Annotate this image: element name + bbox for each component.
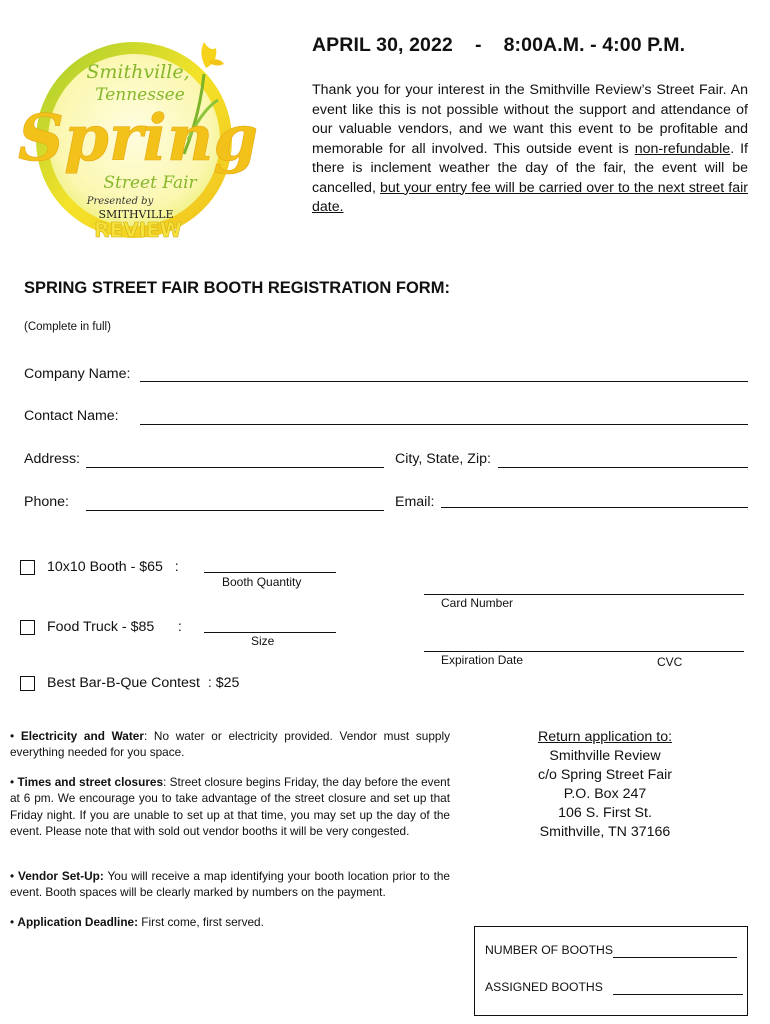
- phone-label: Phone:: [24, 494, 69, 510]
- info-times-text: : Street closure begins Friday, the day before the event at 6 pm. We encourage you to take advantage of the street closure and set up that Friday night. If you are unable to set up at that time, you may set up the day of the event. Please note that with sold out vendor booths it will be very congested.: [10, 775, 450, 839]
- intro-text-2: . If there is inclement weather the day of the fair, the event will be cancelled,: [312, 140, 748, 196]
- expiration-date-label: Expiration Date: [441, 653, 524, 667]
- card-number-label: Card Number: [441, 596, 514, 610]
- expiration-cvc-field[interactable]: [424, 651, 744, 652]
- return-line-3: P.O. Box 247: [563, 786, 647, 802]
- assigned-booths-field[interactable]: [613, 994, 743, 995]
- return-address: [500, 728, 710, 842]
- logo-street-fair: Street Fair: [103, 173, 197, 193]
- booth-checkbox[interactable]: [20, 560, 35, 575]
- intro-paragraph: [312, 81, 748, 218]
- logo-sponsor-review: REVIEW: [94, 218, 182, 242]
- form-note: (Complete in full): [24, 321, 111, 333]
- number-of-booths-field[interactable]: [613, 957, 737, 958]
- booth-quantity-field[interactable]: [204, 572, 336, 573]
- address-label: Address:: [24, 451, 80, 467]
- return-line-5: Smithville, TN 37166: [539, 824, 671, 840]
- info-deadline-text: First come, first served.: [138, 915, 264, 929]
- city-state-zip-label: City, State, Zip:: [395, 451, 491, 467]
- contact-name-label: Contact Name:: [24, 408, 119, 424]
- phone-field[interactable]: [86, 510, 384, 511]
- form-title: SPRING STREET FAIR BOOTH REGISTRATION FORM:: [24, 279, 450, 297]
- cvc-label: CVC: [657, 655, 683, 669]
- logo-spring: Spring: [17, 101, 259, 176]
- info-deadline: • Application Deadline: First come, first served.: [10, 915, 264, 929]
- company-name-field[interactable]: [140, 381, 748, 382]
- food-truck-size-field[interactable]: [204, 632, 336, 633]
- logo-presented-by: Presented by: [86, 196, 154, 207]
- office-use-box: [474, 926, 748, 1016]
- intro-carryover: but your entry fee will be carried over to the next street fair date.: [312, 179, 749, 215]
- info-deadline-title: Application Deadline:: [17, 915, 139, 929]
- spring-street-fair-logo: [17, 30, 259, 252]
- number-of-booths-label: NUMBER OF BOOTHS: [485, 943, 613, 957]
- event-date-time: APRIL 30, 2022 - 8:00A.M. - 4:00 P.M.: [312, 34, 686, 56]
- info-setup: • Vendor Set-Up: You will receive a map identifying your booth location prior to the event. Booth spaces will be clearly marked by numbers on the payment.: [10, 869, 450, 900]
- logo-line-smithville: Smithville,: [86, 61, 190, 83]
- info-times: • Times and street closures: Street closure begins Friday, the day before the event at 6 pm. We encourage you to take advantage of the street closure and set up that Friday night. If you are unable to set up at that time, you may set up the day of the event. Please note that with sold out vendor booths it will be very congested.: [10, 775, 450, 839]
- logo-sponsor: SMITHVILLE: [98, 208, 174, 221]
- return-line-4: 106 S. First St.: [558, 805, 652, 821]
- intro-nonrefundable: non-refundable: [634, 140, 731, 157]
- booth-option-label: 10x10 Booth - $65 :: [47, 559, 179, 575]
- info-electricity-title: Electricity and Water: [20, 729, 144, 743]
- intro-text-1: Thank you for your interest in the Smithville Review’s Street Fair. An event like this is not possible without the support and attendance of our valuable vendors, and we want this event to be profitable and memorable for all involved. This outside event is: [312, 82, 748, 157]
- contact-name-field[interactable]: [140, 424, 748, 425]
- assigned-booths-label: ASSIGNED BOOTHS: [485, 980, 603, 994]
- company-name-label: Company Name:: [24, 366, 131, 382]
- bbq-contest-option-label: Best Bar-B-Que Contest : $25: [47, 675, 240, 691]
- info-setup-title: Vendor Set-Up:: [18, 869, 104, 883]
- food-truck-checkbox[interactable]: [20, 620, 35, 635]
- address-field[interactable]: [86, 467, 384, 468]
- bbq-contest-checkbox[interactable]: [20, 676, 35, 691]
- info-times-title: Times and street closures: [17, 775, 164, 789]
- logo-line-tennessee: Tennessee: [95, 85, 185, 105]
- info-electricity-text: : No water or electricity provided. Vendor must supply everything needed for you space.: [10, 729, 450, 760]
- city-state-zip-field[interactable]: [498, 467, 748, 468]
- email-label: Email:: [395, 494, 435, 510]
- info-electricity: • Electricity and Water: No water or electricity provided. Vendor must supply everything needed for you space.: [10, 729, 450, 760]
- return-title: Return application to:: [537, 729, 673, 745]
- return-line-2: c/o Spring Street Fair: [537, 767, 673, 783]
- size-label: Size: [251, 634, 275, 648]
- booth-quantity-label: Booth Quantity: [222, 575, 302, 589]
- email-field[interactable]: [441, 507, 748, 508]
- info-setup-text: You will receive a map identifying your booth location prior to the event. Booth spaces will be clearly marked by numbers on the payment.: [10, 869, 450, 900]
- card-number-field[interactable]: [424, 594, 744, 595]
- return-line-1: Smithville Review: [549, 748, 661, 764]
- food-truck-option-label: Food Truck - $85 :: [47, 619, 182, 635]
